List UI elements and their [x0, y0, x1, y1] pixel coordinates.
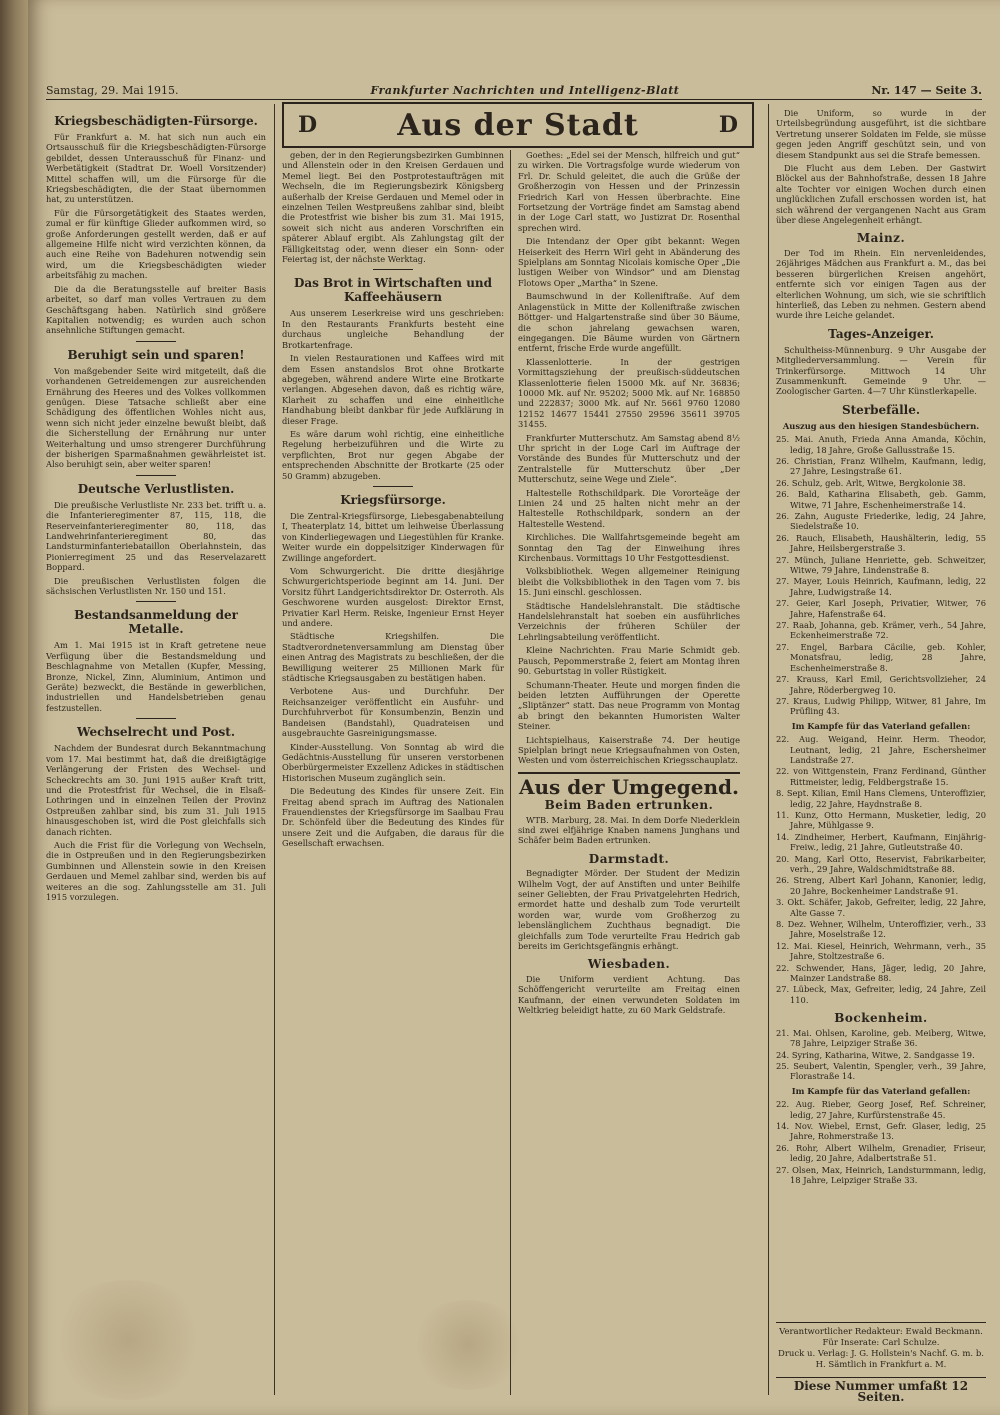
article-paragraph: Die da die Beratungsstelle auf breiter Basis arbeitet, so darf man volles Vertrauen zu dem Geschäftsgang haben. Natürlich sind größere Kapitalien notwendig; es wurden auch schon ansehnliche Stiftungen gemacht. — [46, 283, 266, 336]
fallen-soldier-entry: 27. Olsen, Max, Heinrich, Landsturmmann, ledig, 18 Jahre, Leipziger Straße 33. — [776, 1164, 986, 1185]
article-paragraph: Volksbibliothek. Wegen allgemeiner Reinigung bleibt die Volksbibliothek in den Tagen vom 7. bis 15. Juni einschl. geschlossen. — [518, 566, 740, 598]
article-heading: Wiesbaden. — [587, 957, 671, 972]
article-paragraph: Für Frankfurt a. M. hat sich nun auch ein Ortsausschuß für die Kriegsbeschädigten-Fürsorge gebildet, dessen Unterausschuß für Finanz- und Werbetätigkeit (Stadtrat Dr. Woell Vorsitzender) Mittel schaffen will, um die Fürsorge für die Kriegsbeschädigten, die der Staat übernommen hat, zu unterstützen. — [46, 132, 266, 205]
header-page-number: Nr. 147 — Seite 3. — [871, 84, 982, 97]
article-paragraph: Kinder-Ausstellung. Von Sonntag ab wird die Gedächtnis-Ausstellung für unseren verstorbenen Oberbürgermeister Exzellenz Adickes in städtischen Historischen Museum zugänglich sein. — [282, 741, 504, 783]
article-paragraph: In vielen Restaurationen und Kaffees wird mit dem Essen anstandslos Brot ohne Brotkarte abgegeben, während andere Wirte eine Brotkarte verlangen. Abgesehen davon, daß es richtig wäre, Klarheit zu schaffen und eine einheitliche Handhabung bleibt dankbar für jede Aufklärung in dieser Frage. — [282, 353, 504, 426]
article-paragraph: Die Uniform, so wurde in der Urteilsbegründung ausgeführt, ist die sichtbare Vertretung unserer Soldaten im Felde, sie müsse gegen jeden Angriff geschützt sein, und von diesem Standpunkt aus sei die Strafe bemessen. — [776, 108, 986, 160]
article-paragraph: Die Flucht aus dem Leben. Der Gastwirt Blöckel aus der Bahnhofstraße, dessen 18 Jahre alte Tochter vor einigen Wochen durch einen unglücklichen Zufall erschossen worden ist, hat sich während der vergangenen Nacht aus Gram über diese Angelegenheit erhängt. — [776, 163, 986, 226]
section-rule — [518, 772, 740, 774]
article-heading: Mainz. — [856, 231, 906, 246]
divider — [136, 601, 176, 602]
death-notice-entry: 26. Zahn, Auguste Friederike, ledig, 24 Jahre, Siedelstraße 10. — [776, 511, 986, 532]
fallen-soldier-entry: 22. Aug. Rieber, Georg Josef, Ref. Schreiner, ledig, 27 Jahre, Kurfürstenstraße 45. — [776, 1099, 986, 1120]
newspaper-page — [28, 0, 1000, 1415]
death-notice-entry: 27. Kraus, Ludwig Philipp, Witwer, 81 Jahre, Im Prüfling 43. — [776, 695, 986, 717]
bockenheim-list — [776, 1028, 986, 1082]
death-notice-entry: 27. Münch, Juliane Henriette, geb. Schweitzer, Witwe, 79 Jahre, Lindenstraße 8. — [776, 554, 986, 576]
fallen-soldier-entry: 26. Streng, Albert Karl Johann, Kanonier, ledig, 20 Jahre, Bockenheimer Landstraße 91. — [776, 875, 986, 896]
article-heading: Tages-Anzeiger. — [828, 326, 934, 341]
header-date: Samstag, 29. Mai 1915. — [46, 84, 179, 97]
article-heading: Kriegsfürsorge. — [340, 492, 446, 507]
article-paragraph: Städtische Kriegshilfen. Die Stadtverordnetenversammlung am Dienstag über einen Antrag des Magistrats zu beschließen, der die Bewilligung weiterer 25 Millionen Mark für städtische Kriegsausgaben zu bestätigen haben. — [282, 631, 504, 684]
fallen-soldier-entry: 8. Sept. Kilian, Emil Hans Clemens, Unteroffizier, ledig, 22 Jahre, Haydnstraße 8. — [776, 788, 986, 809]
article-paragraph: Vom Schwurgericht. Die dritte diesjährige Schwurgerichtsperiode beginnt am 14. Juni. Der Vorsitz führt Landgerichtsdirektor Dr. Osterroth. Als Geschworene wurden ausgelost: Direktor Ernst, Privatier Karl Herm. Reiske, Ingenieur Ernst Heyer und andere. — [282, 566, 504, 629]
death-notice-entry: 27. Geier, Karl Joseph, Privatier, Witwer, 76 Jahre, Hafenstraße 64. — [776, 598, 986, 619]
article-paragraph: Städtische Handelslehranstalt. Die städtische Handelslehranstalt hat soeben ein ausführliches Verzeichnis der früheren Schüler der Lehrlingsabteilung veröffentlicht. — [518, 600, 740, 642]
fallen-soldier-entry: 11. Kunz, Otto Hermann, Musketier, ledig, 20 Jahre, Mühlgasse 9. — [776, 809, 986, 831]
adjacent-page-edge — [0, 0, 28, 1415]
fallen-soldier-entry: 8. Dez. Wehner, Wilhelm, Unteroffizier, verh., 33 Jahre, Moselstraße 12. — [776, 919, 986, 940]
death-notice-entry: 26. Schulz, geb. Arlt, Witwe, Bergkolonie 38. — [776, 477, 966, 488]
imprint-ads: Für Inserate: Carl Schulze. — [822, 1338, 940, 1348]
article-paragraph: Schultheiss-Münnenburg. 9 Uhr Ausgabe der Mitgliederversammlung. — Verein für Trinkerfürsorge. Mittwoch 14 Uhr Zusammenkunft. Gemeinde 9 Uhr. — Zoologischer Garten. 4—7 Uhr Künstlerkapelle. — [776, 344, 986, 397]
article-paragraph: Die Intendanz der Oper gibt bekannt: Wegen Heiserkeit des Herrn Wirl geht in Abänderung des Spielplans am Sonntag Nicolais komische Oper „Die lustigen Weiber von Windsor“ und am Dienstag Flotows Oper „Martha“ in Szene. — [518, 236, 740, 288]
divider — [373, 486, 413, 487]
column-1 — [46, 108, 266, 1395]
section-title-box — [282, 102, 754, 148]
article-paragraph: Die preußische Verlustliste Nr. 233 bet. trifft u. a. die Infanterieregimenter 87, 115, 118, die Reserveinfanterieregimenter 80, 118, das Landwehrinfanterieregiment 80, das Landsturminfanteriebataillon Oberlahnstein, das Pionierregiment 25 und das Reservelazarett Boppard. — [46, 499, 266, 573]
section-title-umgegend: Aus der Umgegend. — [519, 774, 739, 799]
article-heading: Das Brot in Wirtschaften und Kaffeehäusern — [293, 276, 493, 305]
fallen-soldier-entry: 20. Mang, Karl Otto, Reservist, Fabrikarbeiter, verh., 29 Jahre, Waldschmidtstraße 88. — [776, 853, 986, 874]
ornament-icon: D — [718, 112, 738, 138]
header-masthead: Frankfurter Nachrichten und Intelligenz-Blatt — [370, 84, 680, 97]
fallen-soldier-entry: 27. Lübeck, Max, Gefreiter, ledig, 24 Jahre, Zeil 110. — [776, 984, 986, 1005]
death-notice-entry: 25. Seubert, Valentin, Spengler, verh., 39 Jahre, Florastraße 14. — [776, 1060, 986, 1082]
article-paragraph: Begnadigter Mörder. Der Student der Medizin Wilhelm Vogt, der auf Anstiften und unter Beihilfe seiner Geliebten, der Frau Privatgelehrten Hedrich, ermordet hatte und deshalb zum Tode verurteilt worden war, wurde vom Großherzog zu lebenslänglichem Zuchthaus begnadigt. Die gleichfalls zum Tode verurteilte Frau Hedrich gab bereits im Gerichtsgefängnis erhängt. — [518, 868, 740, 952]
article-heading: Wechselrecht und Post. — [76, 725, 236, 740]
article-heading: Bockenheim. — [834, 1011, 928, 1026]
article-paragraph: Frankfurter Mutterschutz. Am Samstag abend 8½ Uhr spricht in der Loge Carl im Auftrage der Vorstände des Bundes für Mutterschutz und der Zentralstelle für Mutterschutz über „Der Mutterschutz, seine Wege und Ziele“. — [518, 432, 740, 485]
fallen-soldier-entry: 12. Mai. Kiesel, Heinrich, Wehrmann, verh., 35 Jahre, Stoltzestraße 6. — [776, 940, 986, 962]
column-3 — [518, 150, 740, 1395]
column-4 — [776, 108, 986, 1315]
death-notice-entry: 24. Syring, Katharina, Witwe, 2. Sandgasse 19. — [776, 1049, 975, 1060]
article-paragraph: Baumschwund in der Kolleniftraße. Auf dem Anlagenstück in Mitte der Kolleniftraße zwischen Böttger- und Halgartenstraße sind über 30 Bäume, die schon jahrelang gewachsen waren, eingegangen. Die Bäume wurden von Gärtnern entfernt, frische Erde wurde angefüllt. — [518, 291, 740, 354]
page-count-notice: Diese Nummer umfaßt 12 Seiten. — [776, 1377, 986, 1403]
imprint — [776, 1322, 986, 1403]
article-paragraph: Die Bedeutung des Kindes für unsere Zeit. Ein Freitag abend sprach im Auftrag des Nationalen Frauendienstes der Kriegsfürsorge im Saalbau Frau Dr. Schönfeld über die Bedeutung des Kindes für unsere Zeit und die Aufgaben, die daraus für die Gesellschaft erwachsen. — [282, 786, 504, 849]
page-header — [46, 84, 982, 100]
article-paragraph: Am 1. Mai 1915 ist in Kraft getretene neue Verfügung über die Bestandsmeldung und Beschlagnahme von Metallen (Kupfer, Messing, Bronze, Nickel, Zinn, Aluminium, Antimon und Geräte) bezweckt, die Bestände in gewerblichen, industriellen und Handelsbetrieben genau festzustellen. — [46, 640, 266, 713]
article-subheading: Im Kampfe für das Vaterland gefallen: — [791, 1085, 971, 1096]
article-paragraph: Aus unserem Leserkreise wird uns geschrieben: In den Restaurants Frankfurts besteht eine durchaus ungleiche Behandlung der Brotkartenfrage. — [282, 308, 504, 350]
article-paragraph: Lichtspielhaus, Kaiserstraße 74. Der heutige Spielplan bringt neue Kriegsaufnahmen von Osten, Westen und vom österreichischen Kriegsschauplatz. — [518, 734, 740, 766]
death-notice-entry: 27. Raab, Johanna, geb. Krämer, verh., 54 Jahre, Eckenheimerstraße 72. — [776, 620, 986, 641]
article-paragraph: Die Zentral-Kriegsfürsorge, Liebesgabenabteilung I, Theaterplatz 14, bittet um leihweise Überlassung von Kinderliegewagen und Liegestühlen für Kranke. Weiter wurde ein doppelsitziger Kinderwagen für Zwillinge angefordert. — [282, 510, 504, 563]
article-paragraph: Der Tod im Rhein. Ein nervenleidendes, 26jähriges Mädchen aus Frankfurt a. M., das bei besseren bürgerlichen Kreisen angehört, entfernte sich vor einigen Tagen aus der elterlichen Wohnung, um sich, wie sie schriftlich hinterließ, das Leben zu nehmen. Gestern abend wurde ihre Leiche gelandet. — [776, 247, 986, 321]
article-subheading: Auszug aus den hiesigen Standesbüchern. — [782, 420, 980, 431]
article-paragraph: Kirchliches. Die Wallfahrtsgemeinde begeht am Sonntag den Tag der Einweihung ihres Kirchenbaus. Vormittags 10 Uhr Festgottesdienst. — [518, 532, 740, 564]
article-heading: Beruhigt sein und sparen! — [67, 347, 245, 362]
article-heading: Bestandsanmeldung der Metalle. — [74, 608, 238, 637]
article-paragraph: Nachdem der Bundesrat durch Bekanntmachung vom 17. Mai bestimmt hat, daß die dreißigtägige Verlängerung der Fristen des Wechsel- und Scheckrechts am 30. Juni 1915 außer Kraft tritt, und die Protestfrist für Wechsel, die in Elsaß-Lothringen und in einzelnen Teilen der Provinz Ostpreußen zahlbar sind, bis zum 31. Juli 1915 hinausgeschoben ist, wird die Post gleichfalls sich danach richten. — [46, 743, 266, 837]
column-rule — [768, 104, 769, 1395]
article-heading: Kriegsbeschädigten-Fürsorge. — [54, 114, 258, 128]
article-paragraph: Kleine Nachrichten. Frau Marie Schmidt geb. Pausch, Pepommerstraße 2, feiert am Montag ihren 90. Geburtstag in voller Rüstigkeit. — [518, 645, 740, 677]
divider — [136, 475, 176, 476]
divider — [136, 718, 176, 719]
article-paragraph: Goethes: „Edel sei der Mensch, hilfreich und gut“ zu wirken. Die Vortragsfolge wurde wiederum von Frl. Dr. Schuld geleitet, die auch die Grüße der Großherzogin von Hessen und der Prinzessin Friedrich Karl von Hessen überbrachte. Eine Fortsetzung der Vorträge findet am Samstag abend in der Loge Carl statt, wo Justizrat Dr. Rosenthal sprechen wird. — [518, 150, 740, 233]
death-notice-entry: 26. Christian, Franz Wilhelm, Kaufmann, ledig, 27 Jahre, Lesingstraße 61. — [776, 455, 986, 477]
article-paragraph: Schumann-Theater. Heute und morgen finden die beiden letzten Aufführungen der Operette „Sliptänzer“ statt. Das neue Programm von Montag ab bringt den bekannten Humoristen Walter Steiner. — [518, 679, 740, 732]
fallen-soldier-entry: 22. Schwender, Hans, Jäger, ledig, 20 Jahre, Mainzer Landstraße 88. — [776, 962, 986, 984]
article-paragraph: Von maßgebender Seite wird mitgeteilt, daß die vorhandenen Getreidemengen zur ausreichenden Ernährung des Heeres und des Volkes vollkommen genügen. Diese Tatsache schließt aber eine Schädigung des öffentlichen Wohles nicht aus, wenn sich nicht jeder einzelne bewußt bleibt, daß die Sicherstellung der Ernährung nur unter Weiterhaltung und umso strengerer Durchführung der bisherigen Sparmaßnahmen gewährleistet ist. Also beruhigt sein, aber weiter sparen! — [46, 365, 266, 470]
article-paragraph: Klassenlotterie. In der gestrigen Vormittagsziehung der preußisch-süddeutschen Klassenlotterie fielen 15000 Mk. auf Nr. 36836; 10000 Mk. auf Nr. 95202; 5000 Mk. auf Nr. 168850 und 222837; 3000 Mk. auf Nr. 5661 9760 12080 12152 14677 15441 27550 29596 35611 39705 31455. — [518, 356, 740, 430]
imprint-printer: Druck u. Verlag: J. G. Hollstein's Nachf. G. m. b. H. Sämtlich in Frankfurt a. M. — [778, 1349, 984, 1370]
death-notice-entry: 27. Mayer, Louis Heinrich, Kaufmann, ledig, 22 Jahre, Ludwigstraße 14. — [776, 576, 986, 597]
article-paragraph: geben, der in den Regierungsbezirken Gumbinnen und Allenstein oder in den Kreisen Gerdauen und Memel liegt. Bei den Postprotestaufträgen mit Wechseln, die im Regierungsbezirk Königsberg außerhalb der Kreise Gerdauen und Memel oder in einzelnen Teilen Westpreußens zahlbar sind, bleibt die Protestfrist wie bisher bis zum 31. Mai 1915, soweit sich nicht aus anderen Vorschriften ein späterer Ablauf ergibt. Als Zahlungstag gilt der Fälligkeitstag oder, wenn dieser ein Sonn- oder Feiertag ist, der nächste Werktag. — [282, 150, 504, 265]
fallen-soldier-entry: 14. Nov. Wiebel, Ernst, Gefr. Glaser, ledig, 25 Jahre, Rohmerstraße 13. — [776, 1120, 986, 1142]
ornament-icon: D — [298, 112, 318, 138]
death-notice-entry: 26. Rauch, Elisabeth, Haushälterin, ledig, 55 Jahre, Heilsbergerstraße 3. — [776, 532, 986, 554]
fallen-soldiers-list-bockenheim — [776, 1099, 986, 1185]
article-paragraph: Haltestelle Rothschildpark. Die Vororteäge der Linien 24 und 25 halten nicht mehr an der Haltestelle Rothschildpark, sondern an der Haltestelle Westend. — [518, 487, 740, 529]
death-notice-entry: 21. Mai. Ohlsen, Karoline, geb. Meiberg, Witwe, 78 Jahre, Leipziger Straße 36. — [776, 1027, 986, 1049]
fallen-soldier-entry: 26. Rohr, Albert Wilhelm, Grenadier, Friseur, ledig, 20 Jahre, Adalbertstraße 51. — [776, 1142, 986, 1164]
divider — [373, 269, 413, 270]
article-heading: Beim Baden ertrunken. — [544, 798, 714, 813]
divider — [136, 341, 176, 342]
imprint-editor: Verantwortlicher Redakteur: Ewald Beckmann. — [776, 1322, 986, 1338]
fallen-soldiers-list — [776, 734, 986, 1005]
column-2 — [282, 150, 504, 1395]
article-subheading: Im Kampfe für das Vaterland gefallen: — [791, 720, 971, 731]
death-notice-entry: 27. Krauss, Karl Emil, Gerichtsvollzieher, 24 Jahre, Röderbergweg 10. — [776, 674, 986, 695]
article-heading: Sterbefälle. — [841, 402, 921, 417]
article-paragraph: Die Uniform verdient Achtung. Das Schöffengericht verurteilte am Freitag einen Kaufmann, der einen verwundeten Soldaten im Weltkrieg beleidigt hatte, zu 60 Mark Geldstrafe. — [518, 973, 740, 1016]
fallen-soldier-entry: 22. Aug. Weigand, Heinr. Herm. Theodor, Leutnant, ledig, 21 Jahre, Eschersheimer Landstraße 27. — [776, 734, 986, 765]
article-paragraph: Die preußischen Verlustlisten folgen die sächsischen Verlustlisten Nr. 150 und 151. — [46, 575, 266, 597]
death-notice-entry: 27. Engel, Barbara Cäcilie, geb. Kohler, Monatsfrau, ledig, 28 Jahre, Eschenheimerstraße 8. — [776, 641, 986, 673]
article-paragraph: WTB. Marburg, 28. Mai. In dem Dorfe Niederklein sind zwei elfjährige Knaben namens Junghans und Schäfer beim Baden ertrunken. — [518, 814, 740, 846]
column-rule — [274, 104, 275, 1395]
article-paragraph: Es wäre darum wohl richtig, eine einheitliche Regelung herbeizuführen und die Wirte zu verpflichten, Brot nur gegen Abgabe der entsprechenden Abschnitte der Brotkarte (25 oder 50 Gramm) abzugeben. — [282, 428, 504, 481]
fallen-soldier-entry: 14. Zindheimer, Herbert, Kaufmann, Einjährig-Freiw., ledig, 21 Jahre, Gutleutstraße 40. — [776, 831, 986, 853]
article-paragraph: Auch die Frist für die Vorlegung von Wechseln, die in Ostpreußen und in den Regierungsbezirken Gumbinnen und Allenstein sowie in den Kreisen Gerdauen und Memel zahlbar sind, werden bis auf weiteres an die sog. Zahlungsstelle am 31. Juli 1915 vorzulegen. — [46, 839, 266, 902]
death-notice-entry: 25. Mai. Anuth, Frieda Anna Amanda, Köchin, ledig, 18 Jahre, Große Gallusstraße 15. — [776, 434, 986, 455]
article-paragraph: Für die Fürsorgetätigkeit des Staates werden, zumal er für künftige Glieder aufkommen wird, so große Anforderungen gestellt werden, daß er auf allgemeine Hilfe nicht wird verzichten können, da auch eine Reihe von Badehuren notwendig sein wird, um die Kriegsbeschädigten wieder arbeitsfähig zu machen. — [46, 207, 266, 281]
fallen-soldier-entry: 3. Okt. Schäfer, Jakob, Gefreiter, ledig, 22 Jahre, Alte Gasse 7. — [776, 897, 986, 918]
fallen-soldier-entry: 22. von Wittgenstein, Franz Ferdinand, Günther Rittmeister, ledig, Feldbergstraße 15. — [776, 766, 986, 787]
death-notices-list — [776, 434, 986, 717]
article-paragraph: Verbotene Aus- und Durchfuhr. Der Reichsanzeiger veröffentlicht ein Ausfuhr- und Durchfuhrverbot für Konsumbenzin, Benzin und Bandeisen (Bandstahl), Quadrateisen und ausgebrauchte Gasreinigungsmasse. — [282, 686, 504, 739]
section-title: Aus der Stadt — [397, 107, 639, 143]
column-rule — [510, 150, 511, 1395]
death-notice-entry: 26. Bald, Katharina Elisabeth, geb. Gamm, Witwe, 71 Jahre, Eschenheimerstraße 14. — [776, 489, 986, 510]
article-heading: Darmstadt. — [588, 851, 670, 866]
article-heading: Deutsche Verlustlisten. — [77, 481, 235, 496]
